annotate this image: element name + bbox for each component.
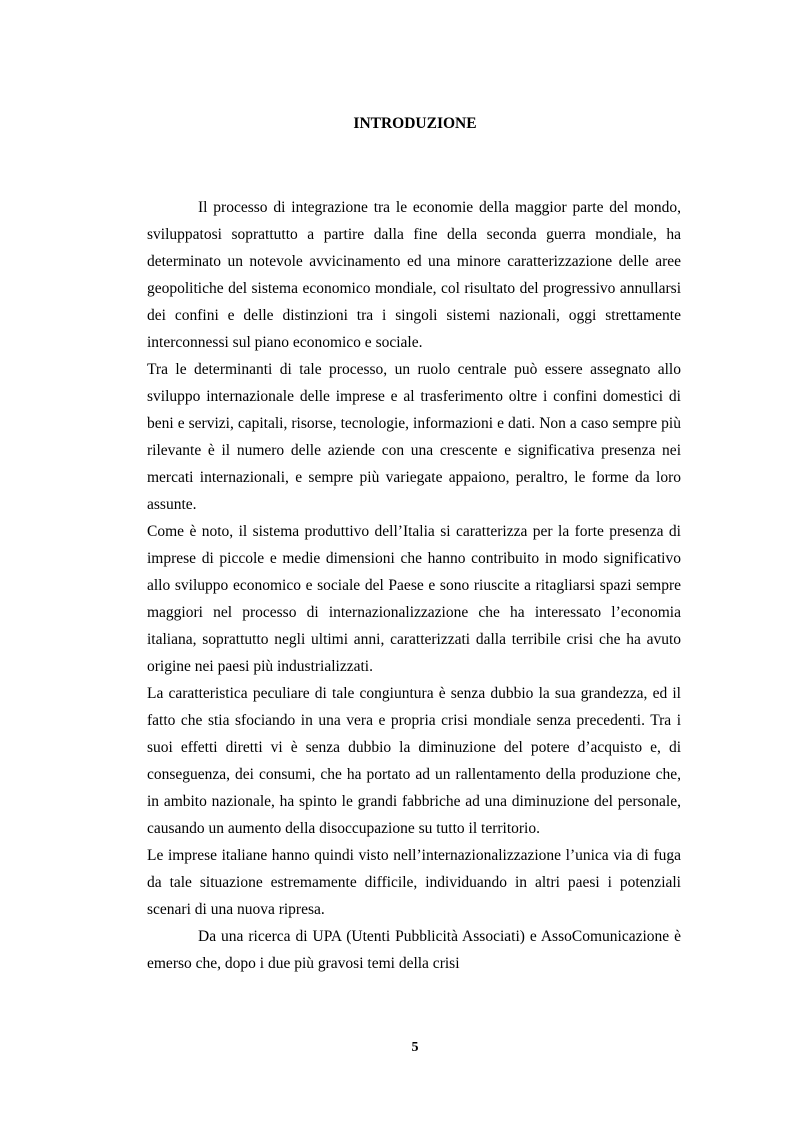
paragraph-5: Le imprese italiane hanno quindi visto nell’internazionalizzazione l’unica via di fuga da tale situazione estremamente difficile, individuando in altri paesi i potenziali scenari di una nuova ripresa.	[147, 847, 681, 918]
page-number: 5	[411, 1040, 419, 1055]
paragraph-4: La caratteristica peculiare di tale congiuntura è senza dubbio la sua grandezza, ed il fatto che stia sfociando in una vera e propria crisi mondiale senza precedenti. Tra i suoi effetti diretti vi è senza dubbio la diminuzione del potere d’acquisto e, di conseguenza, dei consumi, che ha portato ad un rallentamento della produzione che, in ambito nazionale, ha spinto le grandi fabbriche ad una diminuzione del personale, causando un aumento della disoccupazione su tutto il territorio.	[147, 685, 681, 837]
paragraph-6: Da una ricerca di UPA (Utenti Pubblicità Associati) e AssoComunicazione è emerso che, dopo i due più gravosi temi della crisi	[147, 928, 681, 972]
paragraph-1: Il processo di integrazione tra le economie della maggior parte del mondo, sviluppatosi soprattutto a partire dalla fine della seconda guerra mondiale, ha determinato un notevole avvicinamento ed una minore caratterizzazione delle aree geopolitiche del sistema economico mondiale, col risultato del progressivo annullarsi dei confini e delle distinzioni tra i singoli sistemi nazionali, oggi strettamente interconnessi sul piano economico e sociale.	[147, 199, 681, 351]
paragraph-3: Come è noto, il sistema produttivo dell’Italia si caratterizza per la forte presenza di imprese di piccole e medie dimensioni che hanno contribuito in modo significativo allo sviluppo economico e sociale del Paese e sono riuscite a ritagliarsi spazi sempre maggiori nel processo di internazionalizzazione che ha interessato l’economia italiana, soprattutto negli ultimi anni, caratterizzati dalla terribile crisi che ha avuto origine nei paesi più industrializzati.	[147, 523, 681, 675]
body-text	[147, 194, 681, 977]
page-title: INTRODUZIONE	[353, 115, 477, 132]
paragraph-2: Tra le determinanti di tale processo, un ruolo centrale può essere assegnato allo sviluppo internazionale delle imprese e al trasferimento oltre i confini domestici di beni e servizi, capitali, risorse, tecnologie, informazioni e dati. Non a caso sempre più rilevante è il numero delle aziende con una crescente e significativa presenza nei mercati internazionali, e sempre più variegate appaiono, peraltro, le forme da loro assunte.	[147, 361, 681, 513]
